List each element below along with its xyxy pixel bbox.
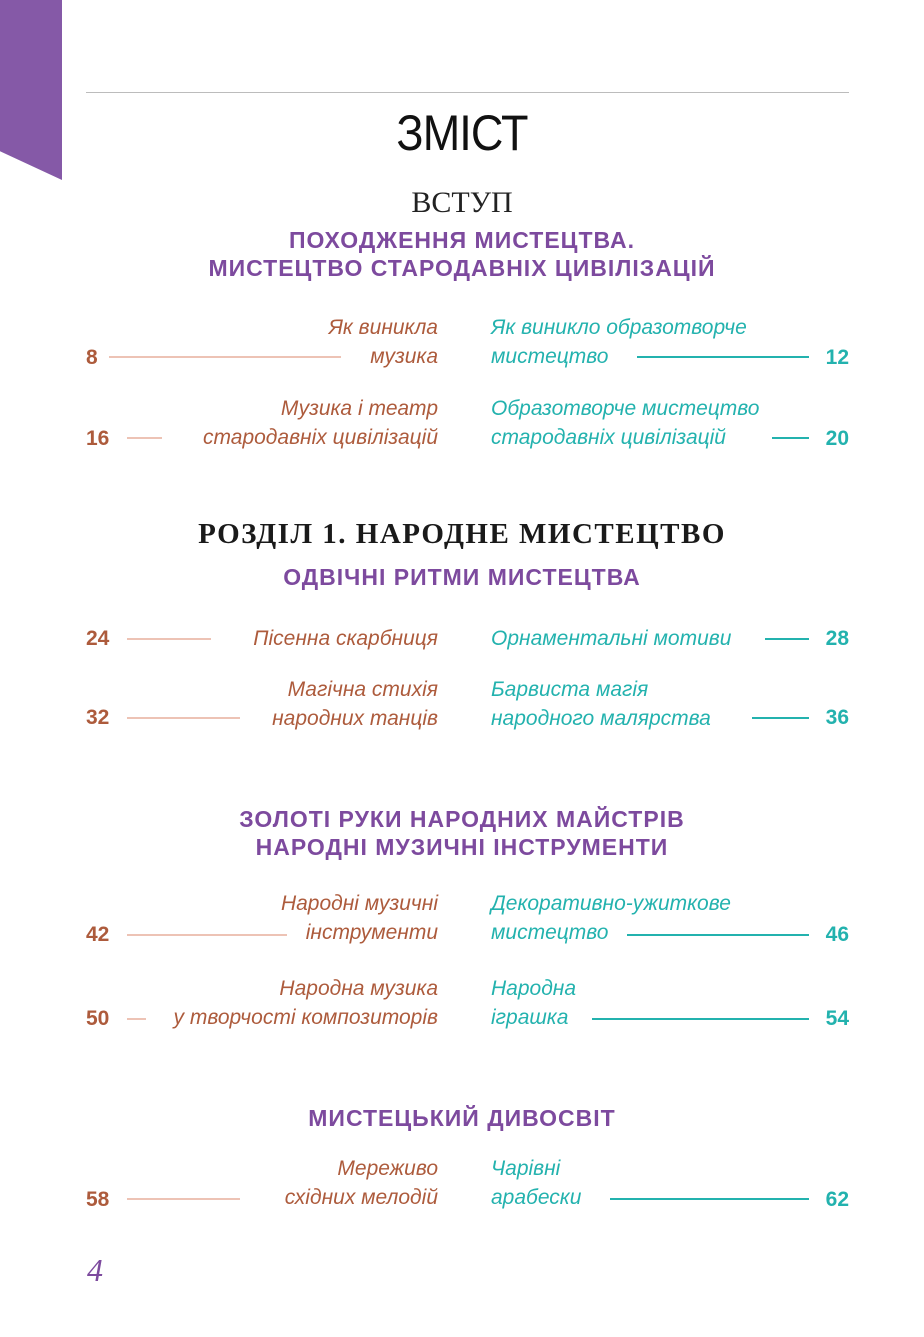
page-ref: 36 (825, 706, 849, 729)
leader-line (765, 638, 809, 640)
entry-title: Декоративно-ужиткове мистецтво (491, 892, 731, 944)
leader-line (127, 1198, 240, 1200)
entry-title: Барвиста магія народного малярства (491, 678, 711, 730)
page-ref: 12 (825, 346, 849, 369)
page-ref: 58 (86, 1188, 110, 1211)
entry-title: Пісенна скарбниця (253, 627, 438, 650)
entry-title: Чарівні арабески (491, 1157, 582, 1209)
leader-line (127, 934, 287, 936)
leader-line (127, 437, 162, 439)
leader-line (627, 934, 809, 936)
leader-line (127, 638, 211, 640)
page-ref: 46 (825, 923, 849, 946)
top-divider (86, 92, 849, 93)
page-ref: 54 (825, 1007, 849, 1030)
page-ref: 24 (86, 627, 110, 650)
entry-title: Орнаментальні мотиви (491, 627, 732, 650)
leader-line (610, 1198, 809, 1200)
entry-title: Народні музичні інструменти (280, 892, 438, 944)
leader-line (752, 717, 809, 719)
section-heading-rhythms: ОДВІЧНІ РИТМИ МИСТЕЦТВА (283, 564, 641, 590)
page-ref: 20 (825, 427, 849, 450)
entry-title: Музика і театр стародавніх цивілізацій (203, 397, 438, 449)
leader-line (127, 1018, 146, 1020)
page-ref: 8 (86, 346, 98, 369)
page-number: 4 (87, 1252, 103, 1288)
page-ref: 50 (86, 1007, 110, 1030)
entry-title: Як виникло образотворче мистецтво (491, 316, 747, 368)
leader-line (127, 717, 240, 719)
chapter-heading: РОЗДІЛ 1. НАРОДНЕ МИСТЕЦТВО (198, 518, 726, 550)
leader-line (637, 356, 809, 358)
page-ref: 62 (825, 1188, 849, 1211)
section-heading-masters: ЗОЛОТІ РУКИ НАРОДНИХ МАЙСТРІВ НАРОДНІ МУЗИЧНІ ІНСТРУМЕНТИ (239, 806, 685, 860)
page-title: ЗМІСТ (396, 105, 528, 161)
leader-line (592, 1018, 809, 1020)
entry-title: Образотворче мистецтво стародавніх цивілізацій (491, 397, 760, 449)
entry-title: Мереживо східних мелодій (284, 1157, 438, 1209)
page-ref: 32 (86, 706, 110, 729)
section-heading-origins: ПОХОДЖЕННЯ МИСТЕЦТВА. МИСТЕЦТВО СТАРОДАВНІХ ЦИВІЛІЗАЦІЙ (208, 227, 716, 281)
page-ref: 42 (86, 923, 110, 946)
section-heading-wonders: МИСТЕЦЬКИЙ ДИВОСВІТ (308, 1105, 616, 1131)
entry-title: Як виникла музика (328, 316, 438, 368)
leader-line (109, 356, 341, 358)
page-ref: 28 (825, 627, 849, 650)
intro-heading: ВСТУП (411, 186, 513, 219)
page-ref: 16 (86, 427, 110, 450)
leader-line (772, 437, 809, 439)
entry-title: Народна музика у творчості композиторів (173, 977, 438, 1029)
entry-title: Магічна стихія народних танців (272, 678, 438, 730)
entry-title: Народна іграшка (491, 977, 577, 1029)
